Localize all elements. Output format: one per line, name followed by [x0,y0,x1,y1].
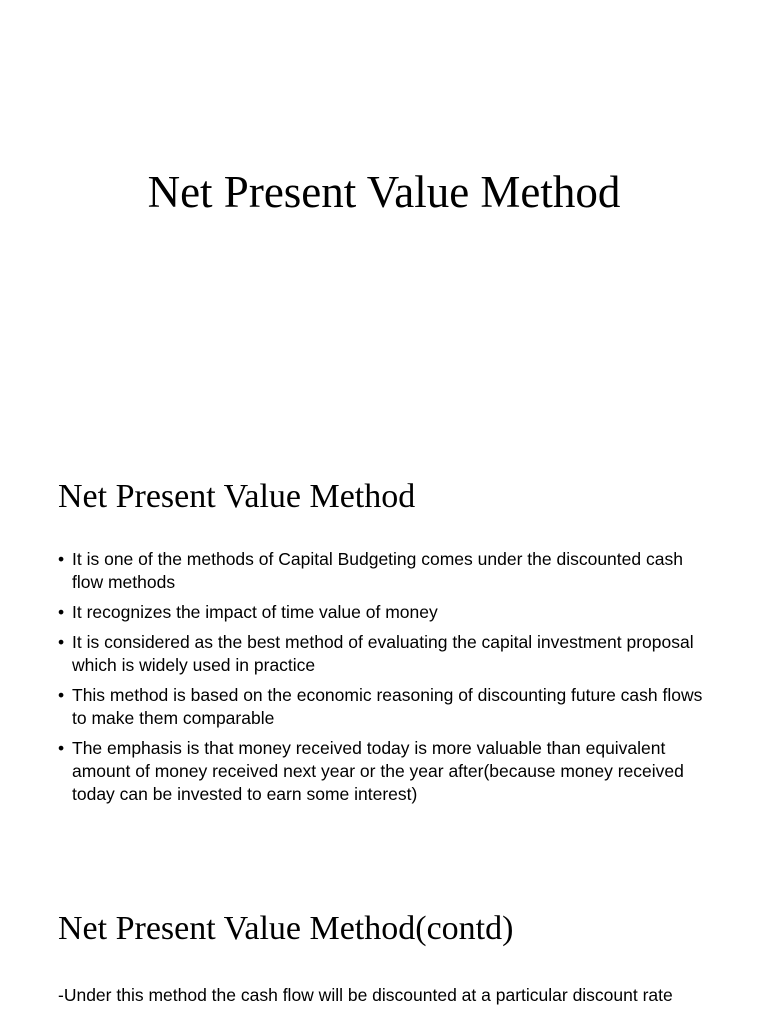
slide-3-heading: Net Present Value Method(contd) [58,910,514,947]
slide-1-title: Net Present Value Method [147,167,621,217]
slide-3-body-text: -Under this method the cash flow will be discounted at a particular discount rate [58,985,673,1005]
bullet-item: • It is one of the methods of Capital Budgeting comes under the discounted cash flow methods [58,548,718,594]
slide-npv-contd [0,864,768,1024]
bullet-item: • The emphasis is that money received today is more valuable than equivalent amount of money received next year or the year after(because money received today can be invested to earn some interest) [58,737,718,806]
bullet-list [58,548,718,813]
bullet-item: • It recognizes the impact of time value of money [58,601,718,624]
slide-npv-overview [0,432,768,864]
bullet-item: • This method is based on the economic reasoning of discounting future cash flows to make them comparable [58,684,718,730]
slide-2-heading: Net Present Value Method [58,478,416,515]
slide-title [0,0,768,432]
bullet-item: • It is considered as the best method of evaluating the capital investment proposal which is widely used in practice [58,631,718,677]
